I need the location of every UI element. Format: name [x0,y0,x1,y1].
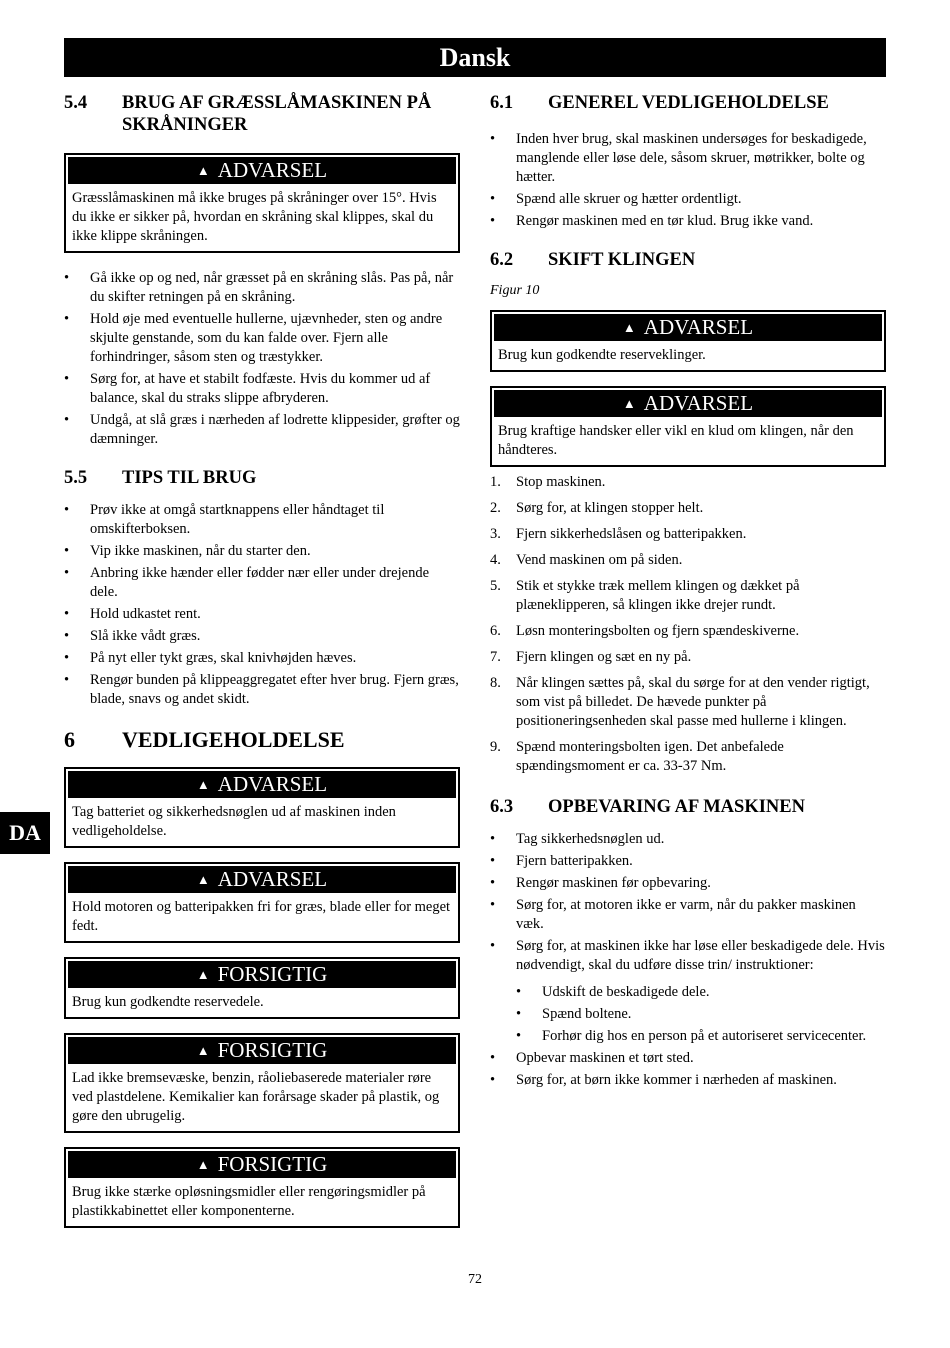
section-number: 5.4 [64,93,88,113]
warning-box [64,153,460,253]
warning-box [64,862,460,943]
caution-label: FORSIGTIG [217,1038,328,1062]
warning-triangle-icon: ▲ [196,1157,210,1172]
caution-label: FORSIGTIG [217,1152,328,1176]
section-number: 6.1 [490,93,514,113]
list-item: • Udskift de beskadigede dele. [516,983,886,1002]
blade-change-steps [490,473,886,776]
list-item: • Vip ikke maskinen, når du starter den. [64,542,460,561]
slope-instructions-list [64,269,460,449]
warning-header [492,312,884,341]
warning-text: Tag batteriet og sikkerhedsnøglen ud af maskinen inden vedligeholdelse. [72,804,396,839]
list-item: • Sørg for, at motoren ikke er varm, når du pakker maskinen væk. [490,896,886,934]
section-title: BRUG AF GRÆSSLÅMASKINEN PÅ SKRÅNINGER [122,93,432,135]
step-item: 9. Spænd monteringsbolten igen. Det anbefalede spændingsmoment er ca. 33-37 Nm. [490,739,784,774]
warning-triangle-icon: ▲ [196,1043,210,1058]
section-number: 6 [64,727,75,752]
caution-header [66,1149,458,1178]
warning-text: Græsslåmaskinen må ikke bruges på skråninger over 15°. Hvis du ikke er sikker på, hvordan en skråning skal klippes, skal du ikke klippe skråningen. [72,190,437,244]
warning-text: Brug kun godkendte reserveklinger. [498,347,706,363]
step-item: 1. Stop maskinen. [490,474,606,490]
list-item: • Forhør dig hos en person på et autoriseret servicecenter. [516,1027,886,1046]
section-title: VEDLIGEHOLDELSE [122,727,345,752]
caution-box [64,957,460,1019]
language-tab: DA [0,812,50,854]
list-item: • Spænd boltene. [516,1005,886,1024]
caution-text: Lad ikke bremsevæske, benzin, råoliebaserede materialer røre ved plastdelene. Kemikalier kan forårsage skader på plastik, og gøre den ubrugelig. [72,1070,440,1124]
section-5-5-heading [64,467,460,489]
list-item: • Tag sikkerhedsnøglen ud. [490,830,886,849]
list-item: • Prøv ikke at omgå startknappens eller håndtaget til omskifterboksen. [64,501,460,539]
list-item: • Fjern batteripakken. [490,852,886,871]
warning-box [490,310,886,372]
caution-box [64,1147,460,1228]
list-item: • Rengør bunden på klippeaggregatet efter hver brug. Fjern græs, blade, snavs og andet skidt. [64,671,460,709]
maintenance-list [490,130,886,231]
step-item: 6. Løsn monteringsbolten og fjern spændeskiverne. [490,623,800,639]
caution-text: Brug kun godkendte reservedele. [72,994,264,1010]
list-item: • Spænd alle skruer og hætter ordentligt. [490,190,886,209]
warning-triangle-icon: ▲ [622,396,636,411]
warning-triangle-icon: ▲ [196,777,210,792]
section-6-3-heading [490,796,886,818]
warning-label: ADVARSEL [217,158,328,182]
list-item: • Slå ikke vådt græs. [64,627,460,646]
warning-header [66,155,458,184]
warning-header [492,388,884,417]
page-header: Dansk [64,38,886,77]
warning-triangle-icon: ▲ [196,872,210,887]
section-title: GENEREL VEDLIGEHOLDELSE [548,93,829,113]
warning-triangle-icon: ▲ [196,967,210,982]
list-item: • Anbring ikke hænder eller fødder nær eller under drejende dele. [64,564,460,602]
list-item: • Sørg for, at børn ikke kommer i nærheden af maskinen. [490,1071,886,1090]
section-title: TIPS TIL BRUG [122,468,257,488]
warning-triangle-icon: ▲ [622,320,636,335]
page-number: 72 [468,1272,482,1287]
right-column [490,92,886,1093]
list-item: • Rengør maskinen med en tør klud. Brug ikke vand. [490,212,886,231]
section-6-2-heading [490,249,886,271]
left-column [64,92,460,1228]
list-item: • Hold øje med eventuelle hullerne, ujævnheder, sten og andre skjulte genstande, som du kan falde over. Fjern alle forhindringer, såsom sten og træstykker. [64,310,460,367]
warning-text: Brug kraftige handsker eller vikl en klud om klingen, når den håndteres. [498,423,854,458]
warning-header [66,769,458,798]
list-item: • Gå ikke op og ned, når græsset på en skråning slås. Pas på, når du skifter retningen på en skråning. [64,269,460,307]
list-item: • Rengør maskinen før opbevaring. [490,874,886,893]
list-item: • Sørg for, at maskinen ikke har løse eller beskadigede dele. Hvis nødvendigt, skal du udføre disse trin/ instruktioner: [490,937,886,975]
caution-box [64,1033,460,1133]
list-item: • På nyt eller tykt græs, skal knivhøjden hæves. [64,649,460,668]
section-5-4-heading [64,92,460,136]
step-item: 2. Sørg for, at klingen stopper helt. [490,500,704,516]
list-item: • Inden hver brug, skal maskinen undersøges for beskadigede, manglende eller løse dele, såsom skruer, møtrikker, bolte og hætter. [490,130,886,187]
caution-header [66,1035,458,1064]
list-item: • Sørg for, at have et stabilt fodfæste. Hvis du kommer ud af balance, skal du straks slippe afbryderen. [64,370,460,408]
section-number: 6.2 [490,250,514,270]
warning-box [64,767,460,848]
caution-label: FORSIGTIG [217,962,328,986]
warning-box [490,386,886,467]
section-6-heading [64,727,460,753]
step-item: 4. Vend maskinen om på siden. [490,552,683,568]
section-title: SKIFT KLINGEN [548,250,696,270]
section-title: OPBEVARING AF MASKINEN [548,797,805,817]
list-item: • Undgå, at slå græs i nærheden af lodrette klippesider, grøfter og dæmninger. [64,411,460,449]
storage-list [490,830,886,975]
warning-header [66,864,458,893]
usage-tips-list [64,501,460,709]
section-number: 5.5 [64,468,88,488]
caution-header [66,959,458,988]
warning-text: Hold motoren og batteripakken fri for græs, blade eller for meget fedt. [72,899,451,934]
storage-list-continued [490,1049,886,1090]
figure-reference: Figur 10 [490,283,540,298]
warning-label: ADVARSEL [217,867,328,891]
step-item: 5. Stik et stykke træk mellem klingen og dækket på plæneklipperen, så klingen ikke drejer rundt. [490,578,800,613]
list-item: • Hold udkastet rent. [64,605,460,624]
step-item: 8. Når klingen sættes på, skal du sørge for at den vender rigtigt, som vist på billedet. De hævede punkter på positioneringsenheden skal passe med hullerne i klingen. [490,675,870,729]
warning-label: ADVARSEL [643,315,754,339]
caution-text: Brug ikke stærke opløsningsmidler eller rengøringsmidler på plastikkabinettet eller komponenterne. [72,1184,426,1219]
warning-label: ADVARSEL [643,391,754,415]
warning-label: ADVARSEL [217,772,328,796]
storage-sub-list [490,983,886,1046]
warning-triangle-icon: ▲ [196,163,210,178]
list-item: • Opbevar maskinen et tørt sted. [490,1049,886,1068]
section-6-1-heading [490,92,886,114]
section-number: 6.3 [490,797,514,817]
step-item: 7. Fjern klingen og sæt en ny på. [490,649,692,665]
step-item: 3. Fjern sikkerhedslåsen og batteripakken. [490,526,747,542]
